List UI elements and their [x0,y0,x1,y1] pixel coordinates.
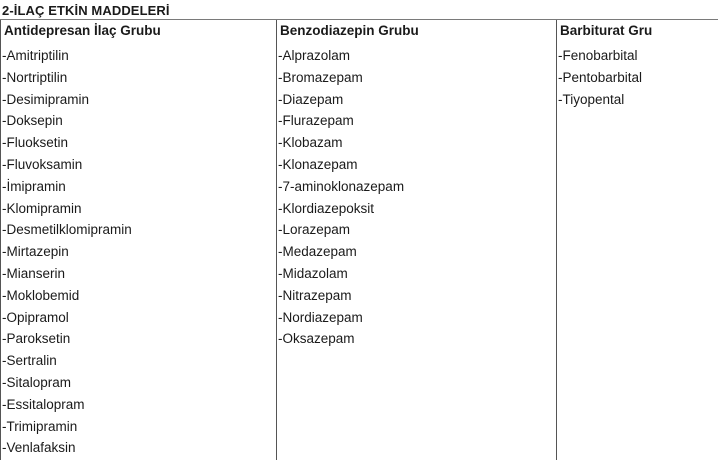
substance-name: Doksepin [6,113,63,129]
substance-name: Fluvoksamin [6,156,83,172]
substance-name: Lorazepam [282,222,351,238]
list-item [2,132,132,154]
substance-name: İmipramin [6,178,66,194]
list-dash: - [2,156,7,172]
list-item [558,67,642,89]
list-dash: - [278,265,283,281]
substance-name: Nordiazepam [282,309,363,325]
list-item [2,241,132,263]
substance-name: Moklobemid [6,287,80,303]
list-dash: - [2,440,7,456]
title-row [0,0,718,20]
list-item [278,285,404,307]
substance-name: Medazepam [282,244,357,260]
substance-name: Opipramol [6,309,69,325]
list-dash: - [558,69,563,85]
list-item [278,89,404,111]
substance-name: Mianserin [6,265,66,281]
list-item [2,198,132,220]
list-dash: - [2,91,7,107]
list-dash: - [2,418,7,434]
list-dash: - [278,48,283,63]
list-item [2,437,132,459]
list-dash: - [278,113,283,129]
list-dash: - [2,48,7,63]
list-item [2,307,132,329]
substance-name: Desimipramin [6,91,90,107]
substance-name: Amitriptilin [6,48,69,63]
list-item [2,67,132,89]
substance-name: Paroksetin [6,331,71,347]
list-item [278,67,404,89]
list-dash: - [2,244,7,260]
list-dash: - [278,200,283,216]
substance-name: Tiyopental [562,91,625,107]
list-dash: - [278,91,283,107]
list-item [278,132,404,154]
list-dash: - [278,222,283,238]
list-dash: - [2,331,7,347]
column-header: Antidepresan İlaç Grubu [4,23,161,38]
substance-name: Sitalopram [6,374,72,390]
list-item [2,350,132,372]
list-item [2,285,132,307]
list-dash: - [278,287,283,303]
list-dash: - [2,374,7,390]
list-item [2,416,132,438]
list-item [278,241,404,263]
list-dash: - [2,287,7,303]
list-item [2,263,132,285]
list-dash: - [2,135,7,151]
list-item [2,219,132,241]
substance-name: Klordiazepoksit [282,200,375,216]
substance-name: Fenobarbital [562,48,638,63]
substance-name: Mirtazepin [6,244,69,260]
substance-list [558,45,642,110]
substance-name: Pentobarbital [562,69,643,85]
list-dash: - [2,178,7,194]
list-item [278,154,404,176]
list-dash: - [278,135,283,151]
list-dash: - [2,113,7,129]
list-dash: - [278,244,283,260]
list-dash: - [2,396,7,412]
column-header: Barbiturat Gru [560,23,653,38]
list-item [278,328,404,350]
list-dash: - [278,69,283,85]
list-item [2,176,132,198]
list-item [2,89,132,111]
substance-name: Klonazepam [282,156,358,172]
substance-list [278,45,404,350]
list-dash: - [558,91,563,107]
substance-name: Fluoksetin [6,135,69,151]
list-item [558,45,642,67]
column-barbiturat [556,20,718,460]
list-item [278,307,404,329]
list-item [2,394,132,416]
list-item [2,372,132,394]
substance-name: Alprazolam [282,48,351,63]
list-item [2,110,132,132]
substance-name: Flurazepam [282,113,354,129]
substance-name: 7-aminoklonazepam [282,178,405,194]
list-item [278,176,404,198]
list-dash: - [2,69,7,85]
substance-name: Venlafaksin [6,440,76,456]
substance-name: Klomipramin [6,200,82,216]
substance-name: Trimipramin [6,418,78,434]
substance-name: Oksazepam [282,331,355,347]
list-dash: - [278,156,283,172]
list-item [278,45,404,67]
substance-name: Nitrazepam [282,287,352,303]
list-item [278,198,404,220]
substance-name: Desmetilklomipramin [6,222,132,238]
substance-name: Midazolam [282,265,348,281]
substance-name: Nortriptilin [6,69,68,85]
active-substances-table [0,20,718,460]
substance-name: Sertralin [6,353,57,369]
substance-name: Essitalopram [6,396,85,412]
column-benzodiazepin [276,20,556,460]
column-header: Benzodiazepin Grubu [280,23,419,38]
list-dash: - [2,353,7,369]
list-dash: - [2,265,7,281]
list-dash: - [278,178,283,194]
substance-name: Diazepam [282,91,344,107]
list-dash: - [278,331,283,347]
list-item [2,328,132,350]
list-dash: - [2,222,7,238]
list-item [278,263,404,285]
substance-name: Klobazam [282,135,343,151]
list-item [278,110,404,132]
list-item [278,219,404,241]
substance-name: Bromazepam [282,69,363,85]
list-item [2,154,132,176]
list-item [2,45,132,67]
list-dash: - [278,309,283,325]
list-dash: - [2,309,7,325]
list-item [558,89,642,111]
substance-list [2,45,132,459]
list-dash: - [2,200,7,216]
section-title: 2-İLAÇ ETKİN MADDELERİ [2,3,170,18]
list-dash: - [558,48,563,63]
column-antidepresan [0,20,276,460]
